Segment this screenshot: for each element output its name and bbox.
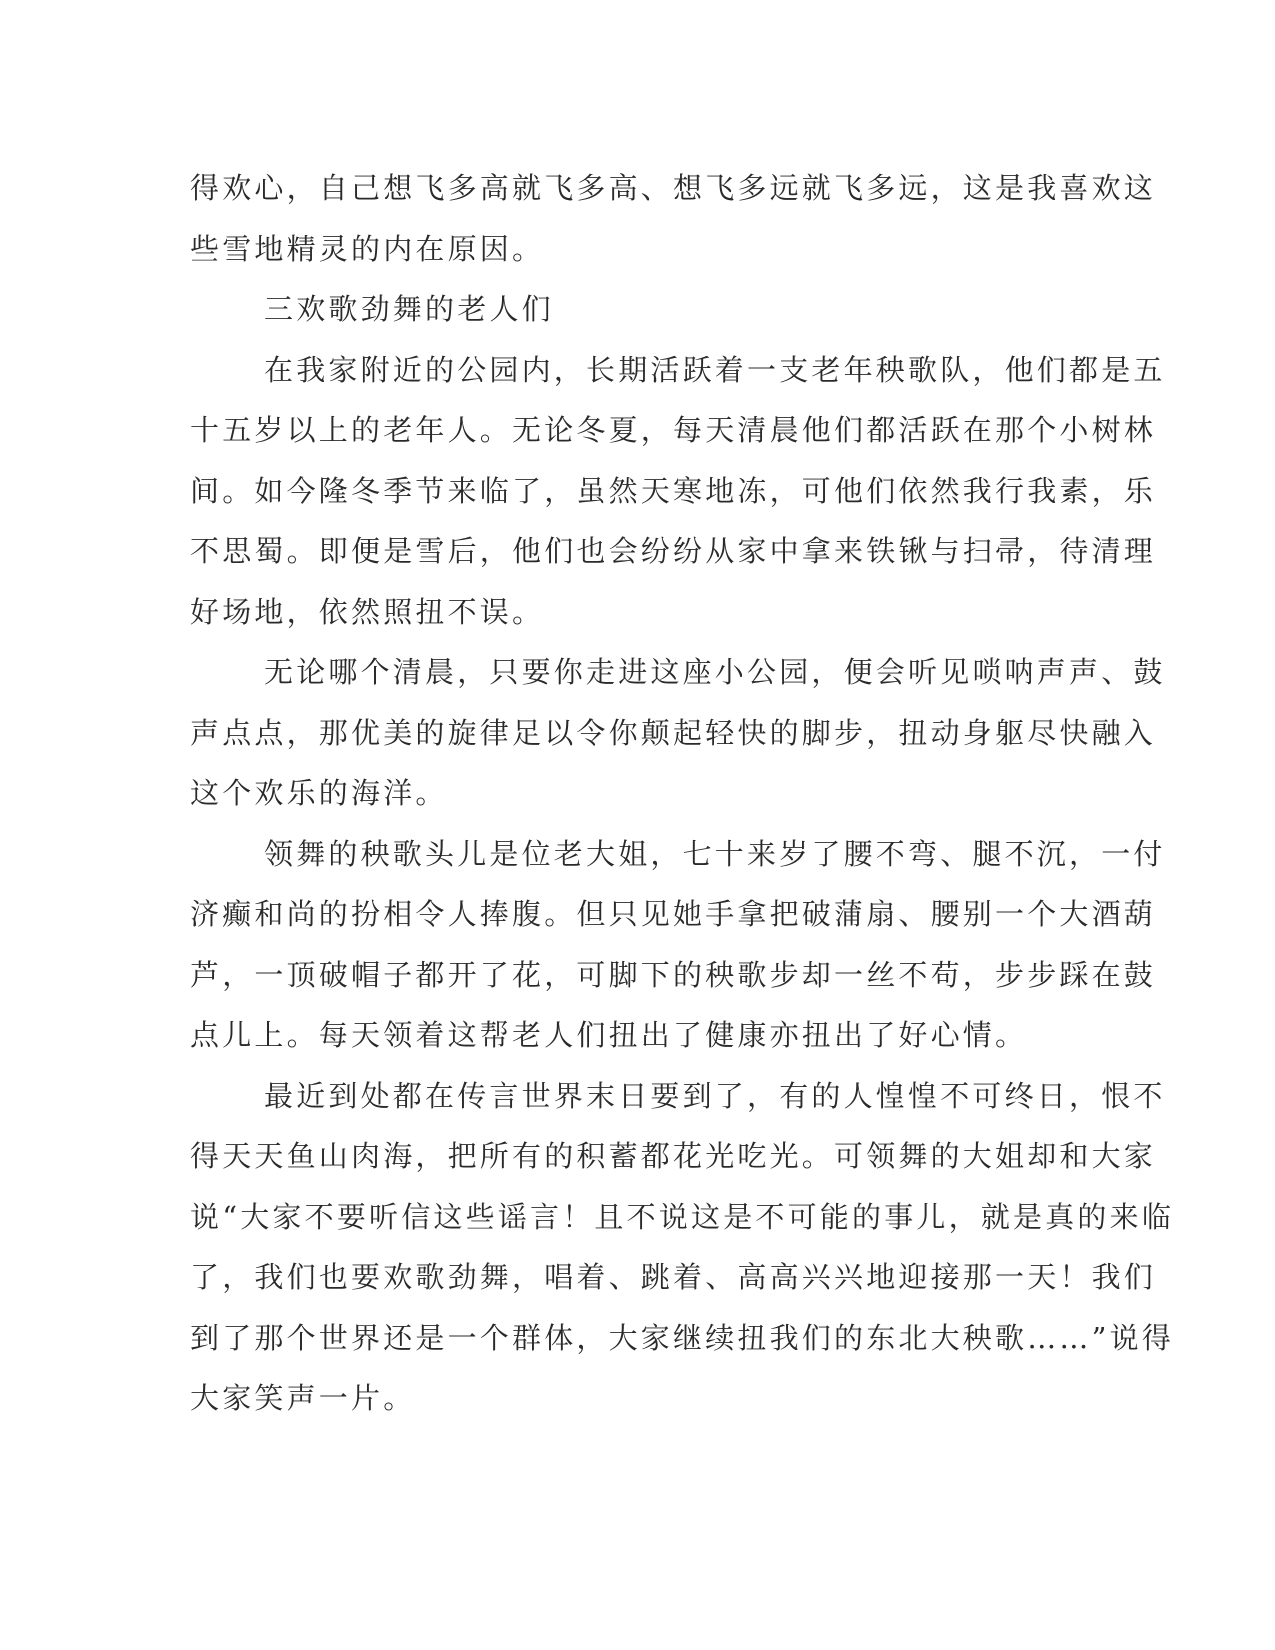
section-heading: 三欢歌劲舞的老人们 [264, 292, 554, 326]
text-line: 最近到处都在传言世界末日要到了，有的人惶惶不可终日，恨不 [264, 1078, 1166, 1113]
text-line: 无论哪个清晨，只要你走进这座小公园，便会听见唢呐声声、鼓 [264, 655, 1166, 689]
text-line: 些雪地精灵的内在原因。 [190, 231, 545, 266]
text-line: 了，我们也要欢歌劲舞，唱着、跳着、高高兴兴地迎接那一天！我们 [190, 1260, 1157, 1294]
text-line: 大家笑声一片。 [190, 1381, 416, 1415]
text-line: 在我家附近的公园内，长期活跃着一支老年秧歌队，他们都是五 [264, 352, 1166, 387]
text-line: 间。如今隆冬季节来临了，虽然天寒地冻，可他们依然我行我素，乐 [190, 473, 1157, 508]
text-line: 得天天鱼山肉海，把所有的积蓄都花光吃光。可领舞的大姐却和大家 [190, 1139, 1157, 1173]
text-line: 济癫和尚的扮相令人捧腹。但只见她手拿把破蒲扇、腰别一个大酒葫 [190, 897, 1157, 931]
text-line: 领舞的秧歌头儿是位老大姐，七十来岁了腰不弯、腿不沉，一付 [264, 836, 1166, 871]
text-line: 好场地，依然照扭不误。 [190, 594, 545, 629]
text-line: 不思蜀。即便是雪后，他们也会纷纷从家中拿来铁锹与扫帚，待清理 [190, 534, 1157, 568]
text-line: 说“大家不要听信这些谣言！且不说这是不可能的事儿，就是真的来临 [190, 1199, 1175, 1234]
text-line: 到了那个世界还是一个群体，大家继续扭我们的东北大秧歌……”说得 [190, 1320, 1175, 1355]
text-line: 点儿上。每天领着这帮老人们扭出了健康亦扭出了好心情。 [190, 1018, 1028, 1052]
text-line: 得欢心，自己想飞多高就飞多高、想飞多远就飞多远，这是我喜欢这 [190, 171, 1157, 205]
text-line: 十五岁以上的老年人。无论冬夏，每天清晨他们都活跃在那个小树林 [190, 413, 1157, 447]
body-text [190, 158, 1175, 1429]
text-line: 芦，一顶破帽子都开了花，可脚下的秧歌步却一丝不苟，步步踩在鼓 [190, 957, 1157, 992]
text-line: 这个欢乐的海洋。 [190, 776, 448, 810]
text-line: 声点点，那优美的旋律足以令你颠起轻快的脚步，扭动身躯尽快融入 [190, 715, 1157, 750]
